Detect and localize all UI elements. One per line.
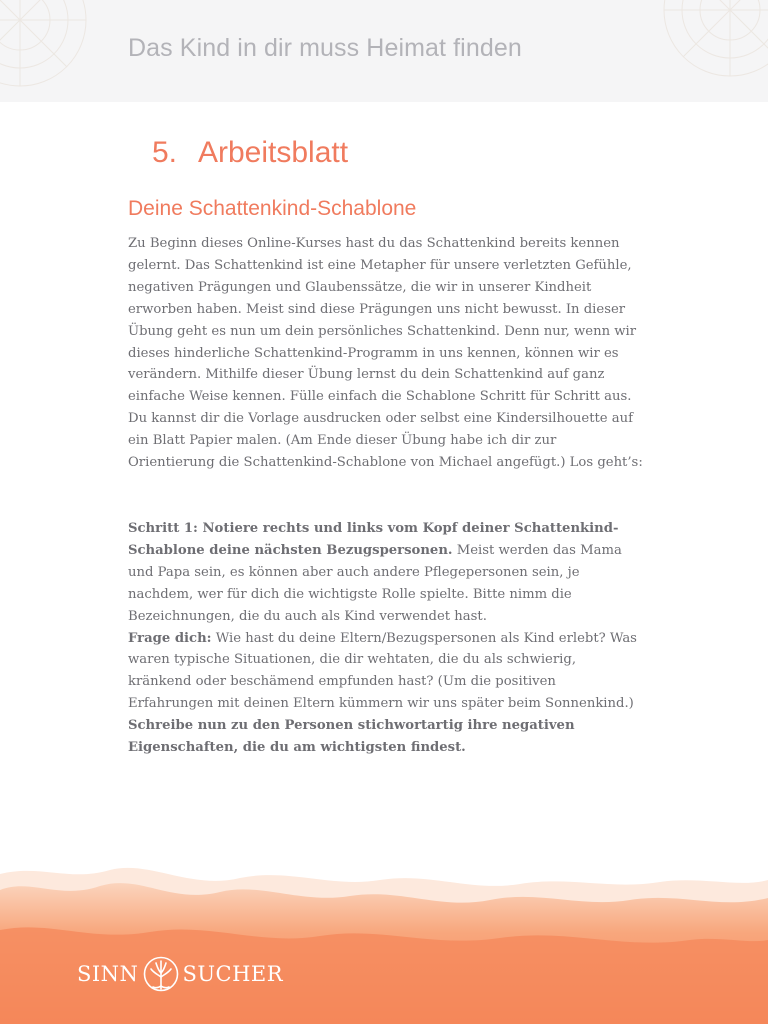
logo-text-left: SINN <box>77 962 139 986</box>
chapter-title: Arbeitsblatt <box>198 136 349 169</box>
question-paragraph <box>128 628 643 716</box>
chapter-number: 5. <box>152 136 178 169</box>
sinnsucher-logo <box>77 954 283 994</box>
section-heading: Deine Schattenkind-Schablone <box>128 197 417 220</box>
question-text: Wie hast du deine Eltern/Bezugspersonen als Kind erlebt? Was waren typische Situationen, die dir wehtaten, die du als schwierig, kränkend oder beschämend empfunden hast? (Um die positiven Erfahrungen mit deinen Eltern kümmern wir uns später beim Sonnenkind.) <box>128 630 637 712</box>
logo-text-right: SUCHER <box>182 962 284 986</box>
step-1-instruction: Schreibe nun zu den Personen stichwortartig ihre negativen Eigenschaften, die du am wichtigsten findest. <box>128 718 575 756</box>
page-header <box>0 0 768 102</box>
step-1-paragraph <box>128 518 643 628</box>
mandala-ornament-left-icon <box>0 0 100 102</box>
page-header-title: Das Kind in dir muss Heimat finden <box>128 34 522 62</box>
intro-paragraph: Zu Beginn dieses Online-Kurses hast du das Schattenkind bereits kennen gelernt. Das Schattenkind ist eine Metapher für unsere verletzten Gefühle, negativen Prägungen und Glaubenssätze, die wir in unserer Kindheit erworben haben. Meist sind diese Prägungen uns nicht bewusst. In dieser Übung geht es nun um dein persönliches Schattenkind. Denn nur, wenn wir dieses hinderliche Schattenkind-Programm in uns kennen, können wir es verändern. Mithilfe dieser Übung lernst du dein Schattenkind auf ganz einfache Weise kennen. Fülle einfach die Schablone Schritt für Schritt aus. Du kannst dir die Vorlage ausdrucken oder selbst eine Kindersilhouette auf ein Blatt Papier malen. (Am Ende dieser Übung habe ich dir zur Orientierung die Schattenkind-Schablone von Michael angefügt.) Los geht’s: <box>128 236 643 471</box>
chapter-heading <box>152 136 348 170</box>
step-1-text: Meist werden das Mama und Papa sein, es können aber auch andere Pflegepersonen sein, je nachdem, wer für dich die wichtigste Rolle spielte. Bitte nimm die Bezeichnungen, die du auch als Kind verwendet hast. <box>128 542 622 624</box>
question-label: Frage dich: <box>128 630 212 646</box>
watercolor-background <box>0 860 768 1024</box>
mandala-ornament-right-icon <box>660 0 768 102</box>
step-1-lead: Schritt 1: Notiere rechts und links vom Kopf deiner Schattenkind-Schablone deine nächsten Bezugspersonen. <box>128 521 619 558</box>
footer-watercolor-band <box>0 860 768 1024</box>
tree-of-life-icon <box>142 955 180 993</box>
step-1-block <box>128 518 643 759</box>
